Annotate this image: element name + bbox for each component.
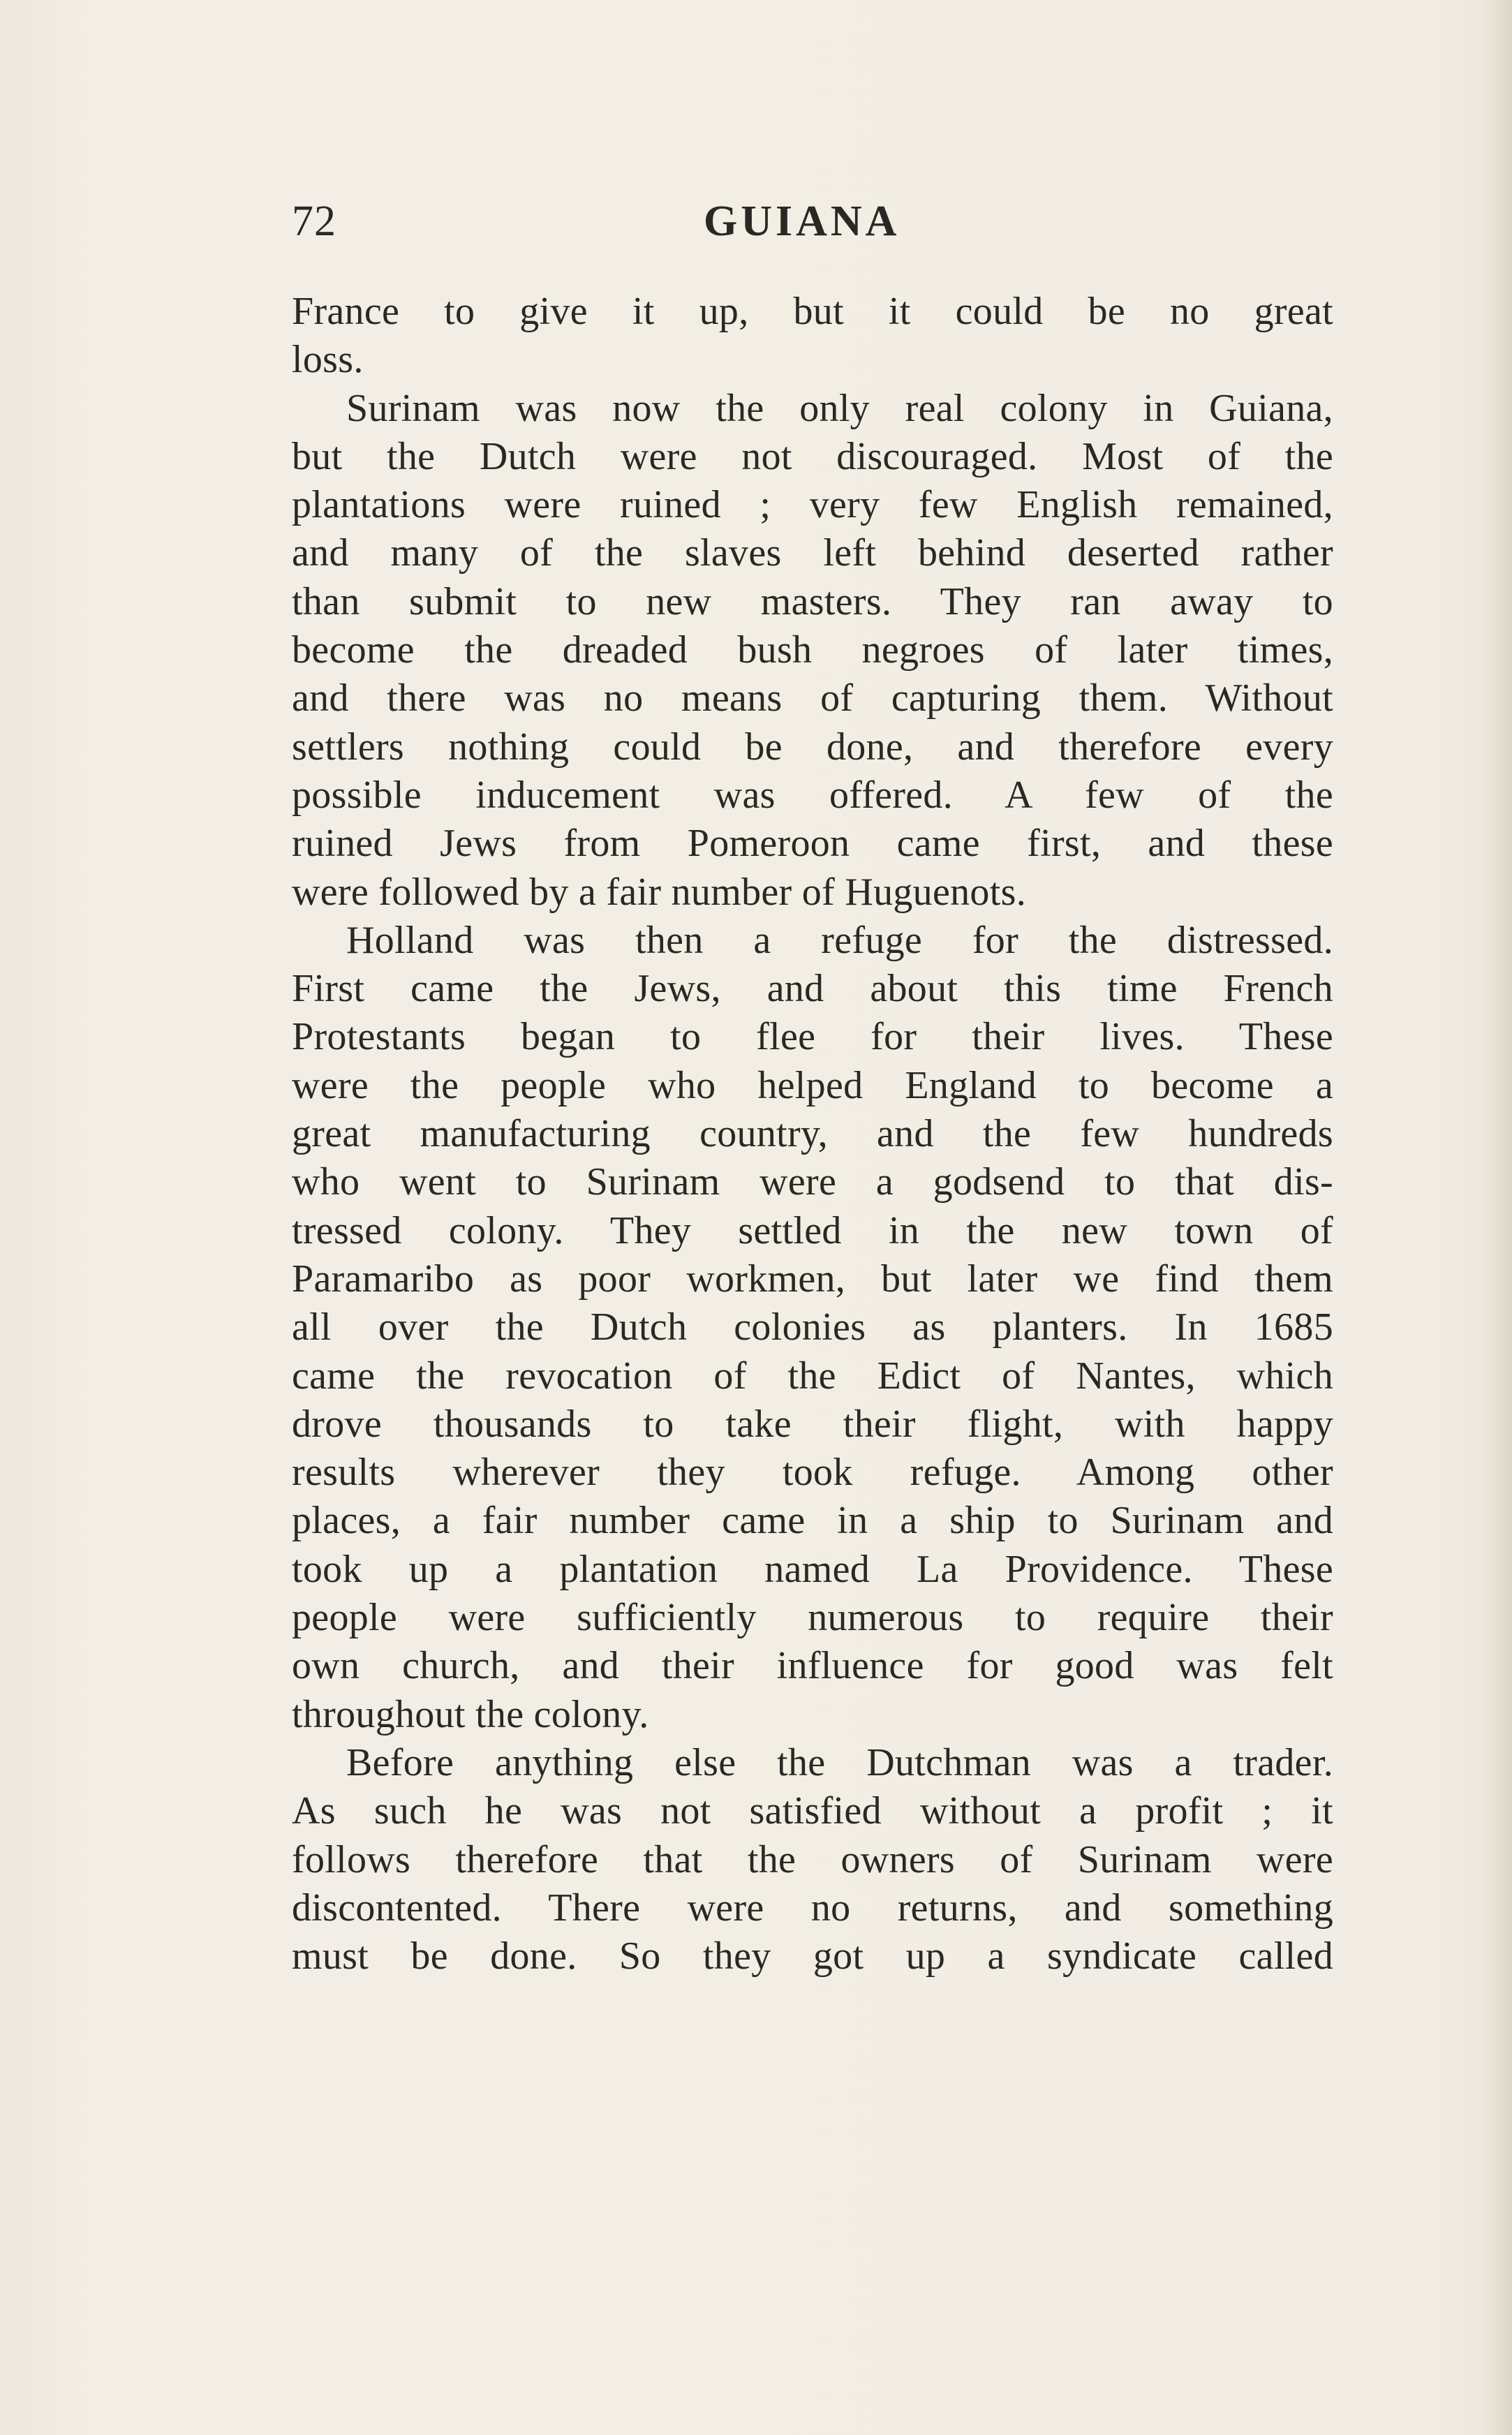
text-line: own church, and their influence for good was felt	[292, 1644, 1333, 1688]
text-line: possible inducement was offered. A few of the	[292, 773, 1333, 817]
text-line: and there was no means of capturing them. Without	[292, 676, 1333, 720]
text-line: Protestants began to flee for their lives. These	[292, 1015, 1333, 1059]
text-line: all over the Dutch colonies as planters. In 1685	[292, 1305, 1333, 1349]
text-line: Paramaribo as poor workmen, but later we find them	[292, 1257, 1333, 1301]
text-line: plantations were ruined ; very few English remained,	[292, 483, 1333, 527]
text-line: ruined Jews from Pomeroon came first, and these	[292, 822, 1333, 866]
text-line: who went to Surinam were a godsend to that dis-	[292, 1160, 1333, 1204]
text-line: discontented. There were no returns, and something	[292, 1886, 1333, 1930]
text-line: throughout the colony.	[292, 1692, 649, 1736]
text-line: must be done. So they got up a syndicate called	[292, 1934, 1333, 1978]
text-line: settlers nothing could be done, and therefore every	[292, 725, 1333, 769]
page-number: 72	[292, 198, 336, 245]
page-header	[292, 190, 1333, 253]
text-line: Holland was then a refuge for the distressed.	[346, 918, 1333, 962]
text-line: loss.	[292, 338, 364, 382]
text-line: As such he was not satisfied without a profit ; it	[292, 1789, 1333, 1833]
text-line: results wherever they took refuge. Among other	[292, 1451, 1333, 1495]
text-line: places, a fair number came in a ship to Surinam and	[292, 1499, 1333, 1543]
text-line: become the dreaded bush negroes of later times,	[292, 628, 1333, 672]
text-line: were followed by a fair number of Huguenots.	[292, 870, 1026, 914]
text-line: follows therefore that the owners of Surinam were	[292, 1837, 1333, 1881]
text-line: Before anything else the Dutchman was a trader.	[346, 1740, 1333, 1784]
text-line: than submit to new masters. They ran away to	[292, 579, 1333, 623]
text-line: took up a plantation named La Providence. These	[292, 1547, 1333, 1591]
text-line: tressed colony. They settled in the new town of	[292, 1208, 1333, 1252]
text-line: and many of the slaves left behind deserted rather	[292, 531, 1333, 575]
text-line: drove thousands to take their flight, with happy	[292, 1402, 1333, 1446]
text-line: First came the Jews, and about this time French	[292, 967, 1333, 1011]
text-line: but the Dutch were not discouraged. Most of the	[292, 434, 1333, 478]
text-line: France to give it up, but it could be no great	[292, 290, 1333, 333]
page-edge-shadow	[1484, 0, 1512, 2435]
text-line: were the people who helped England to become a	[292, 1063, 1333, 1107]
body-text	[292, 288, 1333, 1981]
text-line: people were sufficiently numerous to require their	[292, 1596, 1333, 1640]
text-line: Surinam was now the only real colony in Guiana,	[346, 386, 1333, 430]
running-title: GUIANA	[704, 198, 900, 245]
text-line: great manufacturing country, and the few hundreds	[292, 1112, 1333, 1156]
text-line: came the revocation of the Edict of Nantes, which	[292, 1354, 1333, 1398]
